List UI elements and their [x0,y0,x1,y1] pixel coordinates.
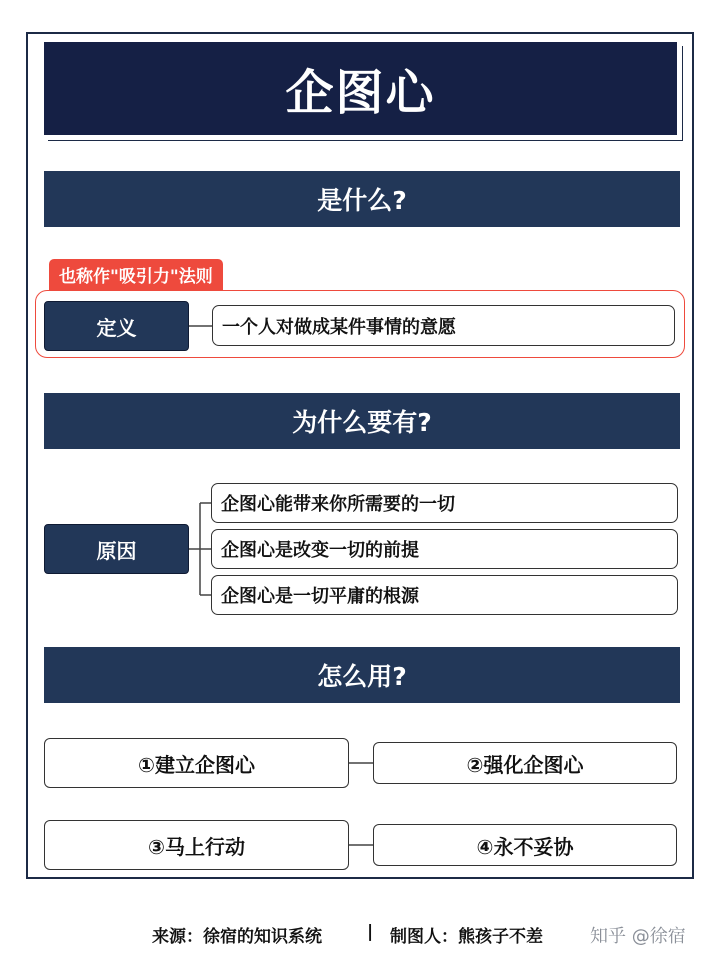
usage-item-2: ②强化企图心 [373,742,677,784]
definition-node: 定义 [44,301,189,351]
section-heading-why: 为什么要有? [44,393,680,449]
reason-item-2: 企图心是改变一切的前提 [211,529,678,569]
usage-item-1: ①建立企图心 [44,738,349,788]
usage-item-3: ③马上行动 [44,820,349,870]
source-credit: 来源：徐宿的知识系统 [152,927,322,947]
reason-item-1: 企图心能带来你所需要的一切 [211,483,678,523]
definition-item: 一个人对做成某件事情的意愿 [212,305,675,346]
footer-separator: | [367,922,374,942]
reason-item-3: 企图心是一切平庸的根源 [211,575,678,615]
alias-tag: 也称作"吸引力"法则 [49,259,223,290]
section-heading-what: 是什么? [44,171,680,227]
section-heading-how: 怎么用? [44,647,680,703]
watermark: 知乎 @徐宿 [590,926,686,947]
maker-credit: 制图人：熊孩子不差 [390,927,543,947]
reason-node: 原因 [44,524,189,574]
usage-item-4: ④永不妥协 [373,824,677,866]
page-title: 企图心 [44,42,677,135]
footer [0,920,720,950]
